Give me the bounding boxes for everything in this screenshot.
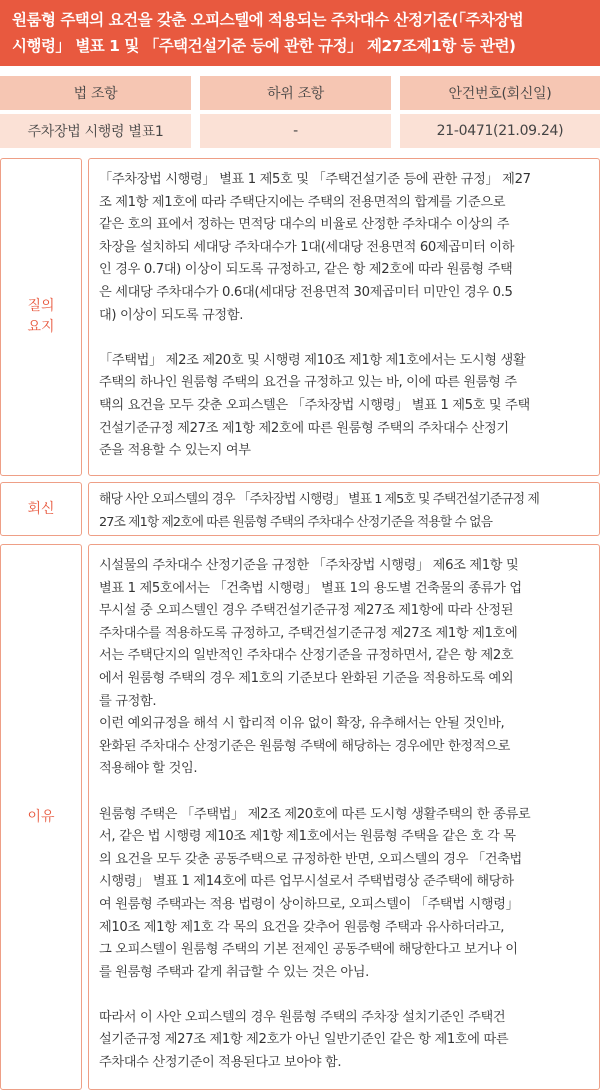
text-line: 건설기준규정 제27조 제1항 제2호에 따른 원룸형 주택의 주차대수 산정기 xyxy=(99,420,509,436)
text-line: 「주차장법 시행령」 별표 1 제5호 및 「주택건설기준 등에 관한 규정」 제27 xyxy=(99,172,531,187)
text-line: 제10조 제1항 제1호 각 목의 요건을 갖추어 원룸형 주택과 유사하더라고, xyxy=(99,919,505,935)
text-line: 무시설 중 오피스텔인 경우 주택건설기준규정 제27조 제1항에 따라 산정된 xyxy=(99,603,514,619)
text-line: 그 오피스텔이 원룸형 주택의 기본 전제인 공동주택에 해당한다고 보거나 이 xyxy=(99,942,518,958)
text-line: 조 제1항 제1호에 따라 주택단지에는 주택의 전용면적의 합계를 기준으로 xyxy=(99,194,506,210)
text-line: 준을 적용할 수 있는지 여부 xyxy=(99,443,251,459)
text-line: 완화된 주차대수 산정기준은 원룸형 주택에 해당하는 경우에만 한정적으로 xyxy=(99,738,510,754)
title-line: 원룸형 주택의 요건을 갖춘 오피스텔에 적용되는 주차대수 산정기준(「주차장법 xyxy=(12,11,524,29)
text-line: 인 경우 0.7대) 이상이 되도록 규정하고, 같은 항 제2호에 따라 원룸형 주택 xyxy=(99,262,513,278)
header-case-number: 안건번호(회신일) xyxy=(400,76,600,110)
text-line: 서는 주택단지의 일반적인 주차대수 산정기준을 규정하면서, 같은 항 제2호 xyxy=(99,648,514,664)
text-line: 시설물의 주차대수 산정기준을 규정한 「주차장법 시행령」 제6조 제1항 및 xyxy=(99,558,519,573)
value-case-number: 21-0471(21.09.24) xyxy=(400,114,600,148)
text-line: 이런 예외규정을 해석 시 합리적 이유 없이 확장, 유추해서는 안될 것인바, xyxy=(99,716,505,732)
header-sub-article: 하위 조항 xyxy=(200,76,391,110)
reply-label xyxy=(0,482,82,536)
text-line: 를 원룸형 주택과 같게 취급할 수 있는 것은 아님. xyxy=(99,964,369,980)
text-line: 시행령」 별표 1 제14호에 따른 업무시설로서 주택법령상 준주택에 해당하 xyxy=(99,874,514,890)
text-line: 적용해야 할 것임. xyxy=(99,761,198,777)
text-line: 주차대수를 적용하도록 규정하고, 주택건설기준규정 제27조 제1항 제1호에 xyxy=(99,625,518,641)
text-line: 여 원룸형 주택과는 적용 법령이 상이하므로, 오피스텔이 「주택법 시행령」 xyxy=(99,896,519,912)
label-line: 이유 xyxy=(27,808,55,825)
reply-content xyxy=(88,482,600,536)
text-line: 설기준규정 제27조 제1항 제2호가 아닌 일반기준인 같은 항 제1호에 따른 xyxy=(99,1032,509,1048)
text-line: 해당 사안 오피스텔의 경우 「주차장법 시행령」 별표 1 제5호 및 주택건설기준규정 제 xyxy=(99,492,539,507)
text-line: 별표 1 제5호에서는 「건축법 시행령」 별표 1의 용도별 건축물의 종류가 업 xyxy=(99,580,522,596)
header-law-article: 법 조항 xyxy=(0,76,191,110)
text-line: 대) 이상이 되도록 규정함. xyxy=(99,307,244,323)
text-line: 택의 요건을 모두 갖춘 오피스텔은 「주차장법 시행령」 별표 1 제5호 및 주택 xyxy=(99,397,530,413)
title-line: 시행령」 별표 1 및 「주택건설기준 등에 관한 규정」 제27조제1항 등 관련) xyxy=(12,37,516,55)
page-title xyxy=(0,0,600,66)
text-line: 차장을 설치하되 세대당 주차대수가 1대(세대당 전용면적 60제곱미터 이하 xyxy=(99,239,515,255)
text-line: 를 규정함. xyxy=(99,693,157,709)
value-law-article: 주차장법 시행령 별표1 xyxy=(0,114,191,148)
text-line: 27조 제1항 제2호에 따른 원룸형 주택의 주차대수 산정기준을 적용할 수 없음 xyxy=(99,514,493,530)
question-content xyxy=(88,158,600,476)
text-line: 에서 원룸형 주택의 경우 제1호의 기준보다 완화된 기준을 적용하도록 예외 xyxy=(99,670,514,686)
text-line: 주택의 하나인 원룸형 주택의 요건을 규정하고 있는 바, 이에 따른 원룸형 주 xyxy=(99,375,517,391)
text-line: 원룸형 주택은 「주택법」 제2조 제20호에 따른 도시형 생활주택의 한 종류로 xyxy=(99,806,531,822)
reason-label xyxy=(0,544,82,1090)
text-line: 의 요건을 모두 갖춘 공동주택으로 규정하한 반면, 오피스텔의 경우 「건축법 xyxy=(99,851,522,867)
text-line: 은 세대당 주차대수가 0.6대(세대당 전용면적 30제곱미터 미만인 경우 0.5 xyxy=(99,284,513,300)
text-line: 주차대수 산정기준이 적용된다고 보아야 함. xyxy=(99,1055,342,1071)
reason-content xyxy=(88,544,600,1090)
text-line: 같은 호의 표에서 정하는 면적당 대수의 비율로 산정한 주차대수 이상의 주 xyxy=(99,217,510,233)
text-line: 「주택법」 제2조 제20호 및 시행령 제10조 제1항 제1호에서는 도시형 생활 xyxy=(99,352,526,368)
label-line: 질의 xyxy=(27,298,55,314)
text-line: 서, 같은 법 시행령 제10조 제1항 제1호에서는 원룸형 주택을 같은 호 각 목 xyxy=(99,829,516,845)
value-sub-article: - xyxy=(200,114,391,148)
label-line: 회신 xyxy=(27,500,55,517)
label-line: 요지 xyxy=(27,319,55,335)
question-label xyxy=(0,158,82,476)
text-line: 따라서 이 사안 오피스텔의 경우 원룸형 주택의 주차장 설치기준인 주택건 xyxy=(99,1009,506,1025)
